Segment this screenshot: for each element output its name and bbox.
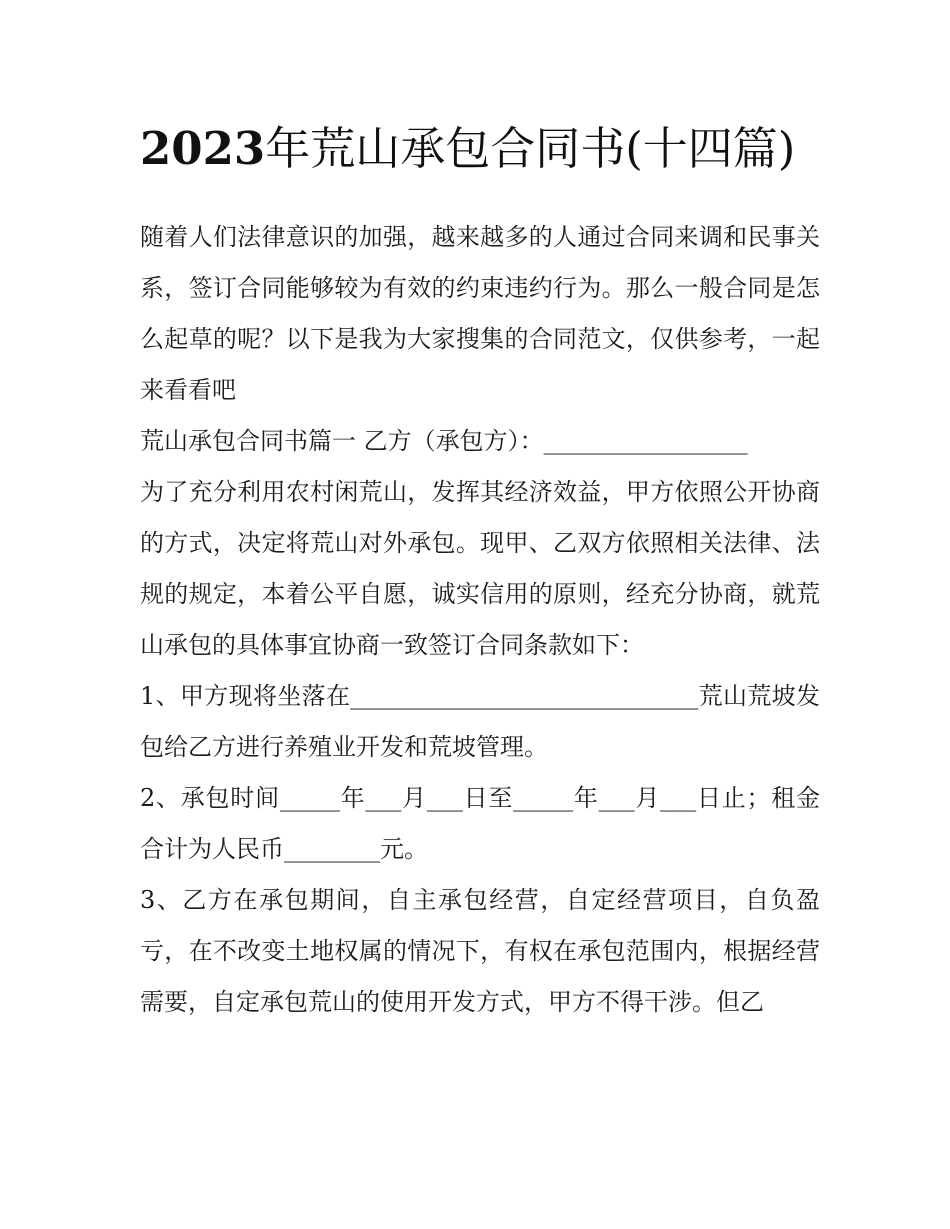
title-text: 年荒山承包合同书(十四篇) [265, 122, 796, 175]
preamble-paragraph: 为了充分利用农村闲荒山，发挥其经济效益，甲方依照公开协商的方式，决定将荒山对外承包。现甲、乙双方依照相关法律、法规的规定，本着公平自愿，诚实信用的原则，经充分协商，就荒山承包的具体事宜协商一致签订合同条款如下： [140, 478, 820, 659]
clause-1: 1、甲方现将坐落在_____________________________荒山荒坡发包给乙方进行养殖业开发和荒坡管理。 [140, 682, 820, 761]
title-year: 2023 [140, 122, 266, 175]
document-title [140, 112, 820, 186]
document-page [140, 112, 820, 1028]
intro-paragraph: 随着人们法律意识的加强，越来越多的人通过合同来调和民事关系，签订合同能够较为有效的约束违约行为。那么一般合同是怎么起草的呢？以下是我为大家搜集的合同范文，仅供参考，一起来看看吧 [140, 223, 820, 404]
contract-heading-line: 荒山承包合同书篇一 乙方（承包方）：_________________ [140, 427, 748, 455]
clause-2: 2、承包时间_____年___月___日至_____年___月___日止；租金合计为人民币________元。 [140, 784, 820, 863]
clause-3: 3、乙方在承包期间，自主承包经营，自定经营项目，自负盈亏，在不改变土地权属的情况下，有权在承包范围内，根据经营需要，自定承包荒山的使用开发方式，甲方不得干涉。但乙 [140, 886, 820, 1016]
document-body [140, 212, 820, 1028]
